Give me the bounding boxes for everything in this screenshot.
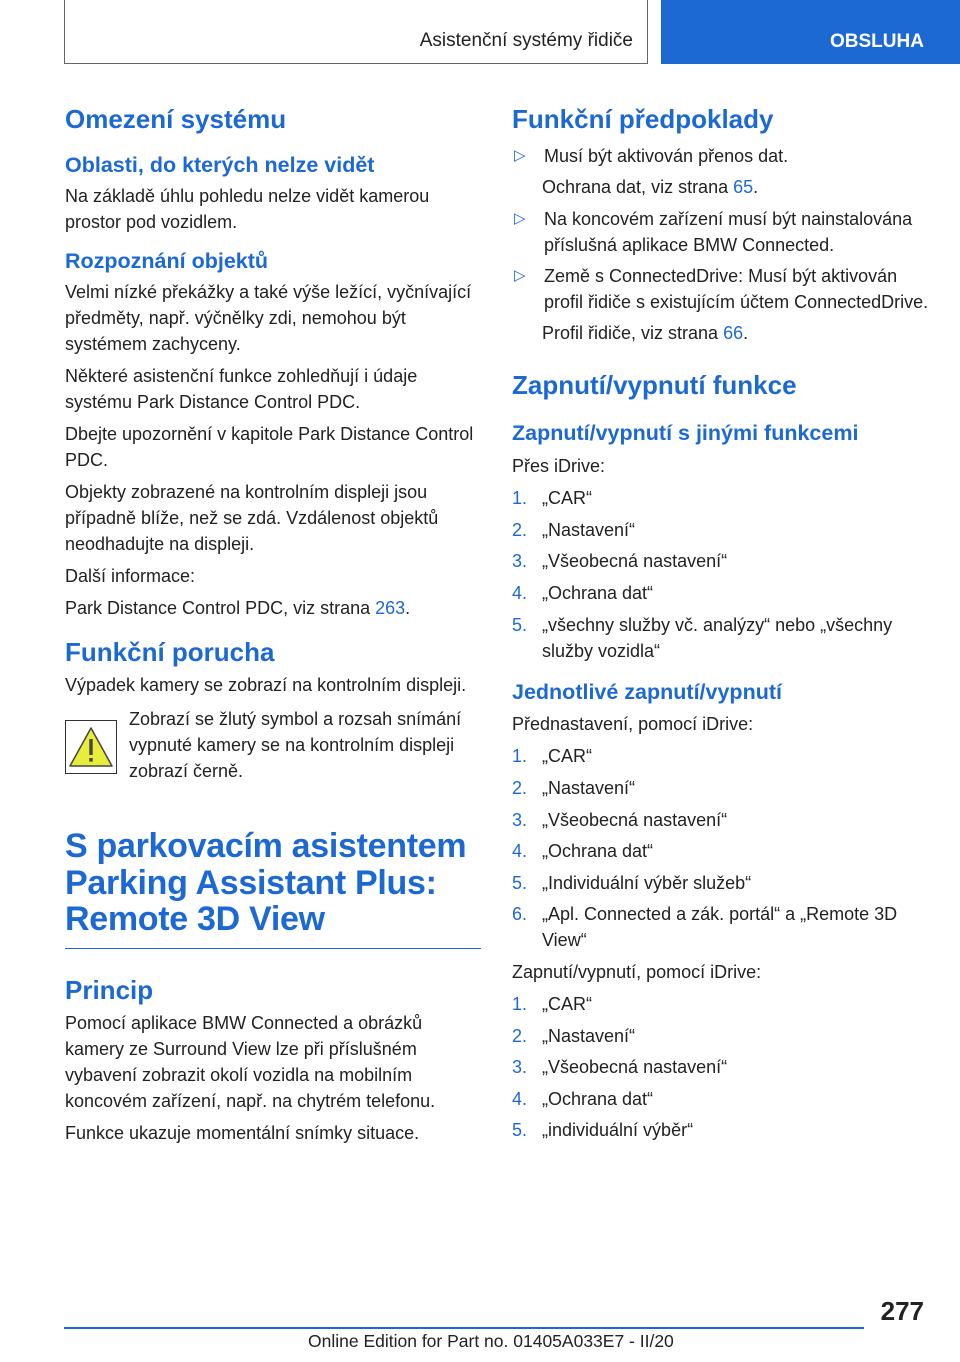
list-item — [512, 517, 932, 543]
step-text: „CAR“ — [542, 746, 592, 767]
bullet-item — [512, 206, 932, 258]
heading-zapnuti: Zapnutí/vypnutí funkce — [512, 370, 797, 401]
heading-princip: Princip — [65, 975, 154, 1006]
warning-text: Zobrazí se žlutý symbol a rozsah snímání vypnuté kamery se na kontrolním displeji zobrazí černě. — [129, 708, 462, 781]
step-text: „Nastavení“ — [542, 1025, 636, 1046]
right-column — [512, 100, 932, 1149]
paragraph-rozpoznani-3: Dbejte upozornění v kapitole Park Distance Control PDC. — [65, 423, 474, 470]
list-item — [512, 807, 932, 833]
step-number: 4. — [512, 582, 528, 603]
subnote-text: Ochrana dat, viz strana — [542, 177, 734, 198]
step-text: „Všeobecná nastavení“ — [542, 551, 728, 572]
step-text: „CAR“ — [542, 488, 592, 509]
step-text: „individuální výběr“ — [542, 1120, 694, 1141]
steps-list-1 — [512, 485, 932, 663]
paragraph-pres-idrive: Přes iDrive: — [512, 456, 606, 477]
heading-jednotlive: Jednotlivé zapnutí/vypnutí — [512, 679, 782, 704]
bullet-item — [512, 263, 932, 315]
step-number: 2. — [512, 777, 528, 798]
paragraph-oblasti: Na základě úhlu pohledu nelze vidět kamerou prostor pod vozidlem. — [65, 185, 430, 232]
pdc-reference-text: Park Distance Control PDC, viz strana — [65, 597, 376, 618]
paragraph-porucha: Výpadek kamery se zobrazí na kontrolním displeji. — [65, 674, 467, 695]
list-item — [512, 870, 932, 896]
step-text: „Ochrana dat“ — [542, 1088, 654, 1109]
heading-rozpoznani: Rozpoznání objektů — [65, 248, 269, 273]
step-number: 6. — [512, 904, 528, 925]
step-text: „Individuální výběr služeb“ — [542, 872, 752, 893]
step-text: „všechny služby vč. analýzy“ nebo „všechny služby vozidla“ — [542, 614, 893, 661]
bullet-text: Země s ConnectedDrive: Musí být aktivován profil řidiče s existujícím účtem ConnectedDrive. — [544, 266, 929, 313]
section-tab[interactable] — [661, 0, 960, 64]
heading-omezeni: Omezení systému — [65, 104, 287, 134]
paragraph-princip-2: Funkce ukazuje momentální snímky situace. — [65, 1123, 420, 1144]
step-number: 3. — [512, 809, 528, 830]
heading-predpoklady: Funkční předpoklady — [512, 104, 774, 134]
page-link-66[interactable]: 66 — [723, 323, 744, 344]
bullet-marker-icon: ▷ — [514, 147, 526, 165]
step-number: 1. — [512, 746, 528, 767]
step-text: „Všeobecná nastavení“ — [542, 1057, 728, 1078]
page-number: 277 — [880, 1296, 924, 1326]
list-item — [512, 1117, 932, 1143]
warning-note — [65, 706, 481, 784]
steps-list-3 — [512, 991, 932, 1143]
subnote-text: Profil řidiče, viz strana — [542, 323, 724, 344]
step-number: 5. — [512, 872, 528, 893]
step-text: „Ochrana dat“ — [542, 841, 654, 862]
step-number: 5. — [512, 614, 528, 635]
bullet-marker-icon: ▷ — [514, 210, 526, 228]
paragraph-pdc-reference: Park Distance Control PDC, viz strana 263. — [65, 597, 411, 618]
bullet-subnote: Profil řidiče, viz strana 66. — [542, 323, 749, 344]
heading-porucha: Funkční porucha — [65, 636, 275, 667]
list-item — [512, 775, 932, 801]
big-title-block — [65, 828, 481, 949]
list-item — [512, 1086, 932, 1112]
page-link-65[interactable]: 65 — [733, 177, 754, 198]
edition-text: Online Edition for Part no. 01405A033E7 - II/20 — [308, 1331, 674, 1351]
paragraph-rozpoznani-2: Některé asistenční funkce zohledňují i údaje systému Park Distance Control PDC. — [65, 365, 418, 412]
header-frame — [64, 0, 648, 64]
step-number: 1. — [512, 488, 528, 509]
list-item — [512, 580, 932, 606]
list-item — [512, 838, 932, 864]
list-item — [512, 743, 932, 769]
step-number: 4. — [512, 1088, 528, 1109]
list-item — [512, 1054, 932, 1080]
big-title: S parkovacím asistentem Parking Assistant Plus: Remote 3D View — [65, 826, 467, 939]
paragraph-princip-1: Pomocí aplikace BMW Connected a obrázků kamery ze Surround View lze při příslušném vybavení zobrazit okolí vozidla na mobilním koncovém zařízení, např. na chytrém telefonu. — [65, 1013, 436, 1112]
step-number: 1. — [512, 993, 528, 1014]
step-number: 4. — [512, 841, 528, 862]
list-item — [512, 612, 932, 664]
bullet-text: Musí být aktivován přenos dat. — [544, 146, 789, 167]
section-tab-label: OBSLUHA — [830, 31, 924, 52]
pdc-page-link[interactable]: 263 — [375, 597, 406, 618]
heading-jinymi: Zapnutí/vypnutí s jinými funkcemi — [512, 421, 859, 446]
paragraph-prednastaveni: Přednastavení, pomocí iDrive: — [512, 714, 754, 735]
step-text: „Všeobecná nastavení“ — [542, 809, 728, 830]
bullet-marker-icon: ▷ — [514, 267, 526, 285]
list-item — [512, 485, 932, 511]
step-text: „CAR“ — [542, 993, 592, 1014]
step-text: „Ochrana dat“ — [542, 582, 654, 603]
chapter-title: Asistenční systémy řidiče — [419, 30, 633, 51]
paragraph-rozpoznani-1: Velmi nízké překážky a také výše ležící, vyčnívající předměty, např. výčnělky zdi, nemohou být systémem zachyceny. — [65, 281, 472, 354]
step-number: 3. — [512, 1057, 528, 1078]
bullet-text: Na koncovém zařízení musí být nainstalována příslušná aplikace BMW Connected. — [544, 209, 913, 256]
list-item — [512, 901, 932, 953]
heading-oblasti: Oblasti, do kterých nelze vidět — [65, 153, 375, 178]
footer-divider — [64, 1327, 864, 1329]
step-text: „Nastavení“ — [542, 519, 636, 540]
paragraph-zapnuti-vypnuti: Zapnutí/vypnutí, pomocí iDrive: — [512, 961, 762, 982]
paragraph-rozpoznani-4: Objekty zobrazené na kontrolním displeji jsou případně blíže, než se zdá. Vzdálenost objektů neodhadujte na displeji. — [65, 481, 439, 554]
step-text: „Apl. Connected a zák. portál“ a „Remote 3D View“ — [542, 904, 898, 951]
bullet-item — [512, 143, 932, 169]
step-number: 2. — [512, 1025, 528, 1046]
left-column — [65, 100, 481, 1146]
list-item — [512, 991, 932, 1017]
paragraph-dalsi: Další informace: — [65, 565, 196, 586]
bullet-subnote: Ochrana dat, viz strana 65. — [542, 177, 759, 198]
step-number: 2. — [512, 519, 528, 540]
step-text: „Nastavení“ — [542, 777, 636, 798]
list-item — [512, 548, 932, 574]
steps-list-2 — [512, 743, 932, 953]
list-item — [512, 1023, 932, 1049]
step-number: 3. — [512, 551, 528, 572]
step-number: 5. — [512, 1120, 528, 1141]
warning-triangle-icon — [65, 720, 117, 774]
